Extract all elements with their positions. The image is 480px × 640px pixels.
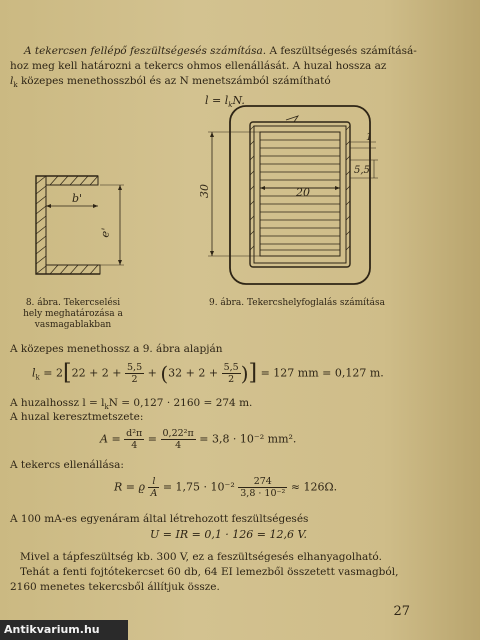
equation-R <box>114 476 337 499</box>
final-line-2: Tehát a fenti fojtótekercset 60 db, 64 EI lemezből összetett vasmagból, <box>20 566 399 578</box>
caption-line: 8. ábra. Tekercselési <box>25 298 121 308</box>
eq-lhs: A = <box>100 432 125 446</box>
label-b-prime: b' <box>72 192 83 205</box>
formula-text: l = l <box>205 94 229 107</box>
text-resistance: A tekercs ellenállása: <box>10 459 124 471</box>
equation-A <box>100 428 296 451</box>
formula-text: N. <box>232 94 245 107</box>
eq-lhs: l <box>32 366 36 380</box>
figure-8-drawing <box>28 170 148 300</box>
text: N = 0,127 · 2160 = 274 m. <box>108 397 253 409</box>
paragraph-text: közepes menethosszból és az N menetszámból számítható <box>17 75 331 87</box>
frac-den: 3,8 · 10⁻² <box>240 488 286 499</box>
label-20: 20 <box>296 186 310 199</box>
eq-text: = 2 <box>39 366 63 380</box>
frac-num: d²π <box>126 428 143 439</box>
equation-lk: $l_k = 2[22 + 2$ + $\frac{5,5}{2}$ + (32 + 2 + $\frac{5,5}{2}$ )] = 127 mm = 0,127 m. <box>32 360 384 386</box>
paragraph-line-1 <box>24 44 417 58</box>
sub-k: k <box>35 373 40 382</box>
eq-text: = <box>144 432 161 446</box>
equation-U: U = IR = 0,1 · 126 = 12,6 V. <box>150 528 308 541</box>
page-number: 27 <box>393 604 410 619</box>
sub-k: k <box>228 101 233 110</box>
frac-den: 4 <box>175 440 182 451</box>
figure-8-caption <box>18 298 128 331</box>
eq-text: + <box>144 366 161 380</box>
caption-line: vasmagablakban <box>34 320 112 330</box>
text: A huzalhossz l = l <box>10 397 105 409</box>
text-cross-section: A huzal keresztmetszete: <box>10 411 144 423</box>
frac-num: 274 <box>238 476 287 488</box>
fraction <box>222 362 241 385</box>
sub-k: k <box>13 81 18 90</box>
paragraph-text: A feszültségesés számításá- <box>266 45 417 57</box>
frac-den: A <box>150 488 158 499</box>
eq-text: = 3,8 · 10⁻² mm². <box>195 432 297 446</box>
sub-k: k <box>104 403 109 412</box>
fraction <box>238 476 287 499</box>
figure-9-caption: 9. ábra. Tekercshelyfoglalás számítása <box>208 298 385 308</box>
label-30: 30 <box>198 184 211 198</box>
fraction <box>148 476 159 499</box>
paragraph-line-3 <box>10 74 331 92</box>
text-voltage-drop: A 100 mA-es egyenáram által létrehozott feszültségesés <box>10 513 309 525</box>
fraction <box>125 362 144 385</box>
section-heading-italic: A tekercsen fellépő feszültségesés számítása. <box>24 45 267 57</box>
eq-text: ≈ 126Ω. <box>287 480 338 494</box>
frac-den: 4 <box>131 440 138 451</box>
label-1: 1 <box>366 132 373 143</box>
fraction <box>124 428 144 451</box>
caption-line: hely meghatározása a <box>23 309 123 319</box>
eq-text: 22 + 2 + <box>71 366 126 380</box>
eq-text: = 1,75 · 10⁻² <box>159 480 239 494</box>
figure-9-drawing <box>198 100 408 300</box>
watermark-logo[interactable]: Antikvarium.hu <box>0 620 128 640</box>
eq-lhs: R = ϱ <box>114 480 149 494</box>
paragraph-line-2: hoz meg kell határozni a tekercs ohmos ellenállását. A huzal hossza az <box>10 60 387 72</box>
eq-text: 32 + 2 + <box>168 366 222 380</box>
frac-num: l <box>148 476 159 488</box>
eq-text: = 127 mm = 0,127 m. <box>257 366 384 380</box>
label-e-prime: e' <box>98 226 113 239</box>
frac-den: 2 <box>228 374 235 385</box>
fraction <box>161 428 196 451</box>
frac-den: 2 <box>131 374 138 385</box>
frac-num: 0,22²π <box>162 428 194 439</box>
text-lk-intro: A közepes menethossz a 9. ábra alapján <box>10 343 223 355</box>
frac-num: 5,5 <box>223 362 239 373</box>
var-l: l <box>10 75 14 87</box>
final-line-1: Mivel a tápfeszültség kb. 300 V, ez a feszültségesés elhanyagolható. <box>20 551 382 563</box>
label-5-5: 5,5 <box>354 165 370 176</box>
frac-num: 5,5 <box>127 362 143 373</box>
final-line-3: 2160 menetes tekercsből állítjuk össze. <box>10 581 220 593</box>
